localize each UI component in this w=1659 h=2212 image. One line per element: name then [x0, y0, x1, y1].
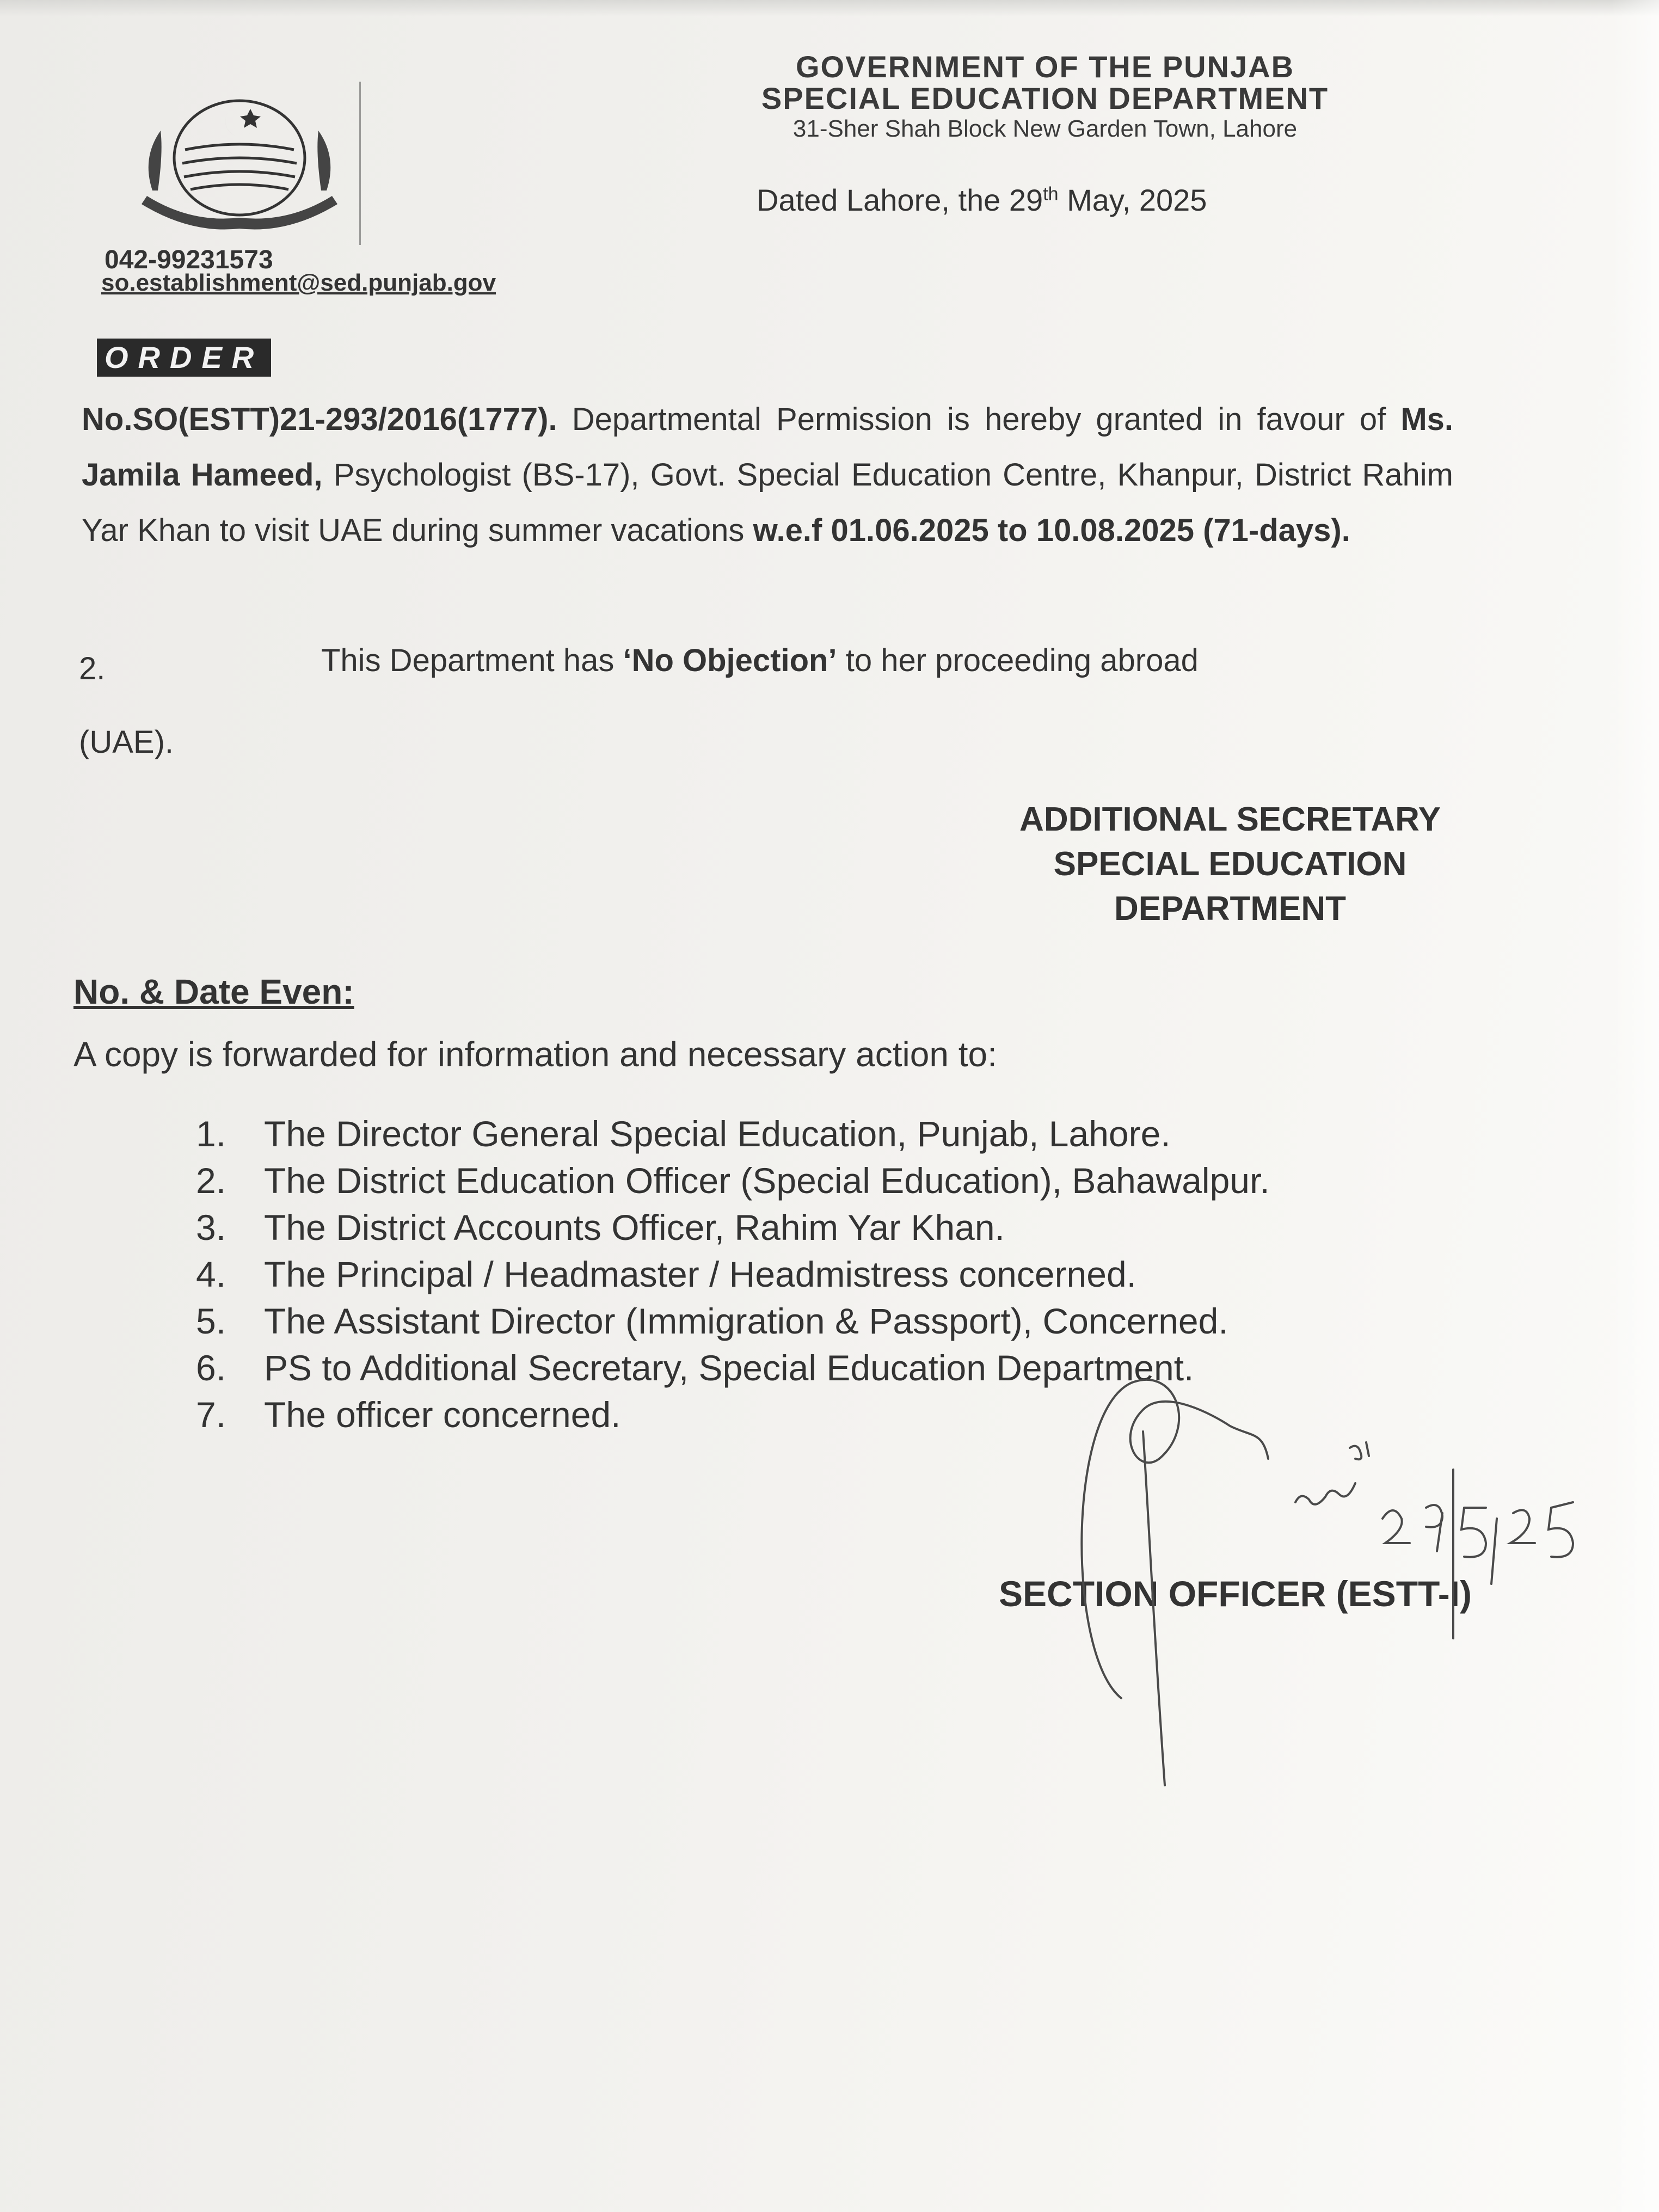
additional-secretary-signatory: ADDITIONAL SECRETARY SPECIAL EDUCATION DEPARTMENT — [1019, 801, 1441, 927]
punjab-emblem-logo — [120, 87, 359, 239]
no-objection-phrase: ‘No Objection’ — [623, 643, 837, 678]
section-officer-signatory: SECTION OFFICER (ESTT-I) — [999, 1574, 1472, 1614]
paragraph-2-number: 2. — [79, 651, 106, 686]
list-item: 3. The District Accounts Officer, Rahim Yar Khan. — [196, 1207, 1005, 1248]
department-address: 31-Sher Shah Block New Garden Town, Lahore — [792, 115, 1298, 142]
email-address: so.establishment@sed.punjab.gov — [101, 269, 496, 296]
paper-fold-highlight — [1611, 0, 1659, 2212]
department-heading: SPECIAL EDUCATION DEPARTMENT — [761, 81, 1329, 115]
list-item: 6. PS to Additional Secretary, Special Education Department. — [196, 1348, 1194, 1388]
list-item: 2. The District Education Officer (Special Education), Bahawalpur. — [196, 1160, 1270, 1201]
order-reference: No.SO(ESTT)21-293/2016(1777). — [82, 402, 557, 437]
handwritten-signature — [1034, 1350, 1622, 1812]
list-item: 4. The Principal / Headmaster / Headmistress concerned. — [196, 1254, 1137, 1294]
list-item: 5. The Assistant Director (Immigration & Passport), Concerned. — [196, 1301, 1228, 1341]
paper-top-edge — [0, 0, 1659, 16]
order-badge: ORDER — [97, 339, 271, 377]
list-item: 1. The Director General Special Education, Punjab, Lahore. — [196, 1114, 1171, 1154]
list-item: 7. The officer concerned. — [196, 1394, 621, 1435]
phone-number: 042-99231573 — [105, 245, 273, 274]
order-paragraph-1: No.SO(ESTT)21-293/2016(1777). Departmental Permission is hereby granted in favour of Ms. Jamila Hameed, Psychologist (BS-17), Govt. Special Education Centre, Khanpur, District Rahim Yar Khan to visit UAE during summer vacations w.e.f 01.06.2025 to 10.08.2025 (71-days). — [82, 402, 1453, 548]
forward-text: A copy is forwarded for information and necessary action to: — [73, 1035, 997, 1074]
order-paragraph-2: This Department has ‘No Objection’ to her proceeding abroad — [321, 643, 1199, 678]
leave-period: w.e.f 01.06.2025 to 10.08.2025 (71-days). — [753, 513, 1350, 548]
employee-name: Ms. Jamila Hameed, — [82, 402, 1453, 493]
dated-line: Dated Lahore, the 29th May, 2025 — [757, 183, 1207, 217]
govt-heading: GOVERNMENT OF THE PUNJAB — [795, 50, 1295, 84]
order-paragraph-2-continued: (UAE). — [79, 724, 174, 760]
header-divider — [359, 82, 361, 245]
no-date-even-heading: No. & Date Even: — [73, 972, 354, 1011]
